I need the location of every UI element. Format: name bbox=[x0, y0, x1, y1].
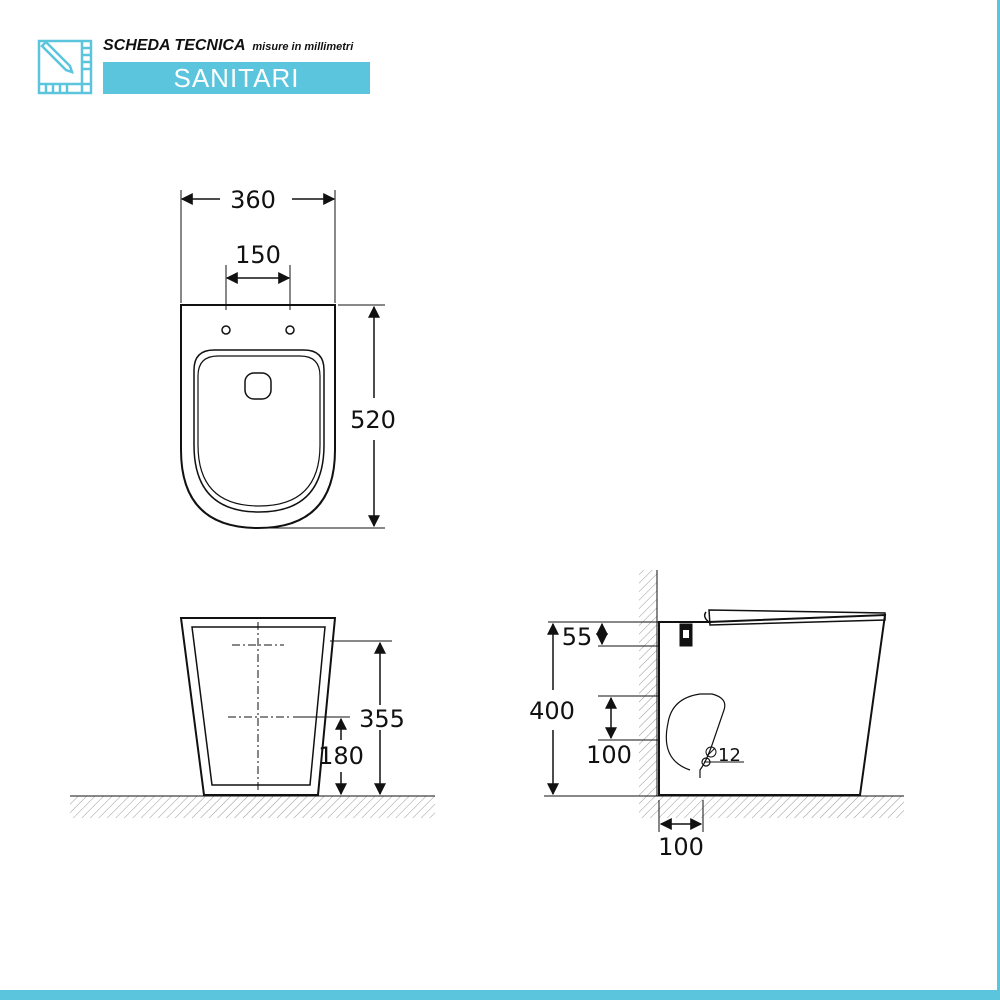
dim-front-height: 355 bbox=[359, 705, 405, 733]
side-view bbox=[544, 570, 904, 832]
dim-top-width: 360 bbox=[230, 186, 276, 214]
ruler-pencil-icon bbox=[39, 41, 91, 93]
top-view bbox=[181, 190, 385, 528]
dim-side-top-offset: 55 bbox=[561, 623, 593, 651]
header-subtitle: misure in millimetri bbox=[252, 41, 354, 53]
dim-side-outlet-height: 100 bbox=[586, 741, 632, 769]
dim-top-fixing-spacing: 150 bbox=[235, 241, 281, 269]
dim-top-depth: 520 bbox=[350, 406, 396, 434]
floor-hatch-front bbox=[70, 796, 435, 818]
dim-side-outlet-diameter: 12 bbox=[718, 745, 741, 766]
header-title-text: SCHEDA TECNICA bbox=[103, 37, 245, 54]
dim-front-inlet-height: 180 bbox=[318, 742, 364, 770]
side-view-trap bbox=[668, 694, 725, 778]
wall-hatch bbox=[639, 570, 657, 796]
top-view-fixing-hole-right bbox=[286, 326, 294, 334]
category-band: SANITARI bbox=[103, 62, 370, 94]
top-view-seat-outer bbox=[194, 350, 324, 512]
dim-side-total-height: 400 bbox=[529, 697, 575, 725]
top-view-fixing-hole-left bbox=[222, 326, 230, 334]
floor-hatch-side bbox=[639, 796, 904, 818]
top-view-seat-inner bbox=[198, 356, 320, 506]
side-view-body bbox=[659, 615, 885, 795]
top-view-outline bbox=[181, 305, 335, 528]
top-view-flush-hole bbox=[245, 373, 271, 399]
dim-side-wall-distance: 100 bbox=[658, 833, 704, 861]
